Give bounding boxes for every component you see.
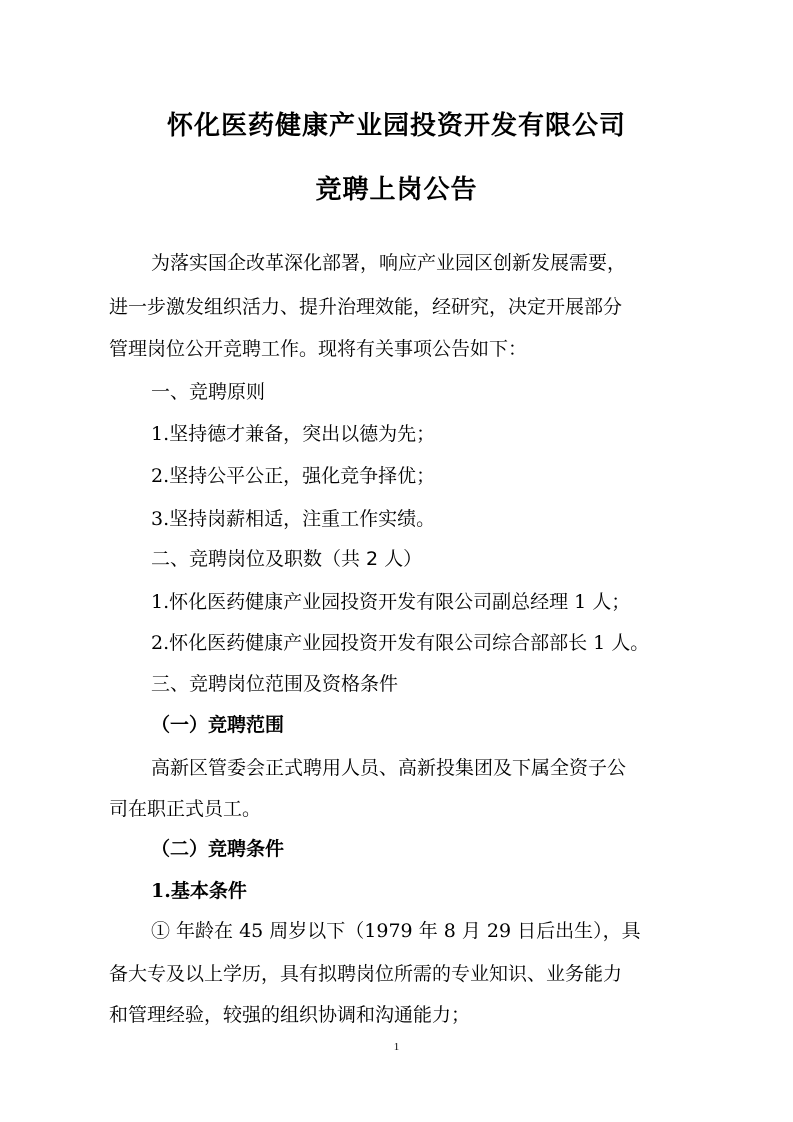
intro-line-3: 管理岗位公开竞聘工作。现将有关事项公告如下： — [109, 338, 528, 360]
document-title-line2: 竞聘上岗公告 — [315, 175, 478, 205]
intro-line-2: 进一步激发组织活力、提升治理效能，经研究，决定开展部分 — [109, 296, 623, 318]
section-3-sub1-line-2: 司在职正式员工。 — [109, 798, 262, 820]
section-2-item-2: 2.怀化医药健康产业园投资开发有限公司综合部部长 1 人。 — [151, 632, 650, 654]
page-number: 1 — [393, 1041, 400, 1053]
section-1-item-1: 1.坚持德才兼备，突出以德为先； — [151, 423, 436, 445]
section-3-sub2-item-heading: 1.基本条件 — [151, 880, 247, 902]
section-3-heading: 三、竞聘岗位范围及资格条件 — [151, 673, 399, 695]
section-3-sub2-heading: （二）竞聘条件 — [151, 838, 285, 860]
section-3-sub1-line-1: 高新区管委会正式聘用人员、高新投集团及下属全资子公 — [151, 757, 627, 779]
document-title-line1: 怀化医药健康产业园投资开发有限公司 — [166, 111, 626, 141]
section-3-sub2-line-3: 和管理经验，较强的组织协调和沟通能力； — [109, 1004, 471, 1026]
section-1-item-2: 2.坚持公平公正，强化竞争择优； — [151, 465, 436, 487]
section-3-sub2-line-2: 备大专及以上学历，具有拟聘岗位所需的专业知识、业务能力 — [109, 963, 623, 985]
section-3-sub1-heading: （一）竞聘范围 — [151, 714, 285, 736]
intro-line-1: 为落实国企改革深化部署，响应产业园区创新发展需要， — [151, 252, 627, 274]
section-3-sub2-line-1: ① 年龄在 45 周岁以下（1979 年 8 月 29 日后出生），具 — [151, 920, 641, 942]
section-2-item-1: 1.怀化医药健康产业园投资开发有限公司副总经理 1 人； — [151, 591, 631, 613]
section-2-heading: 二、竞聘岗位及职数（共 2 人） — [151, 548, 423, 570]
section-1-item-3: 3.坚持岗薪相适，注重工作实绩。 — [151, 508, 436, 530]
section-1-heading: 一、竞聘原则 — [151, 381, 266, 403]
